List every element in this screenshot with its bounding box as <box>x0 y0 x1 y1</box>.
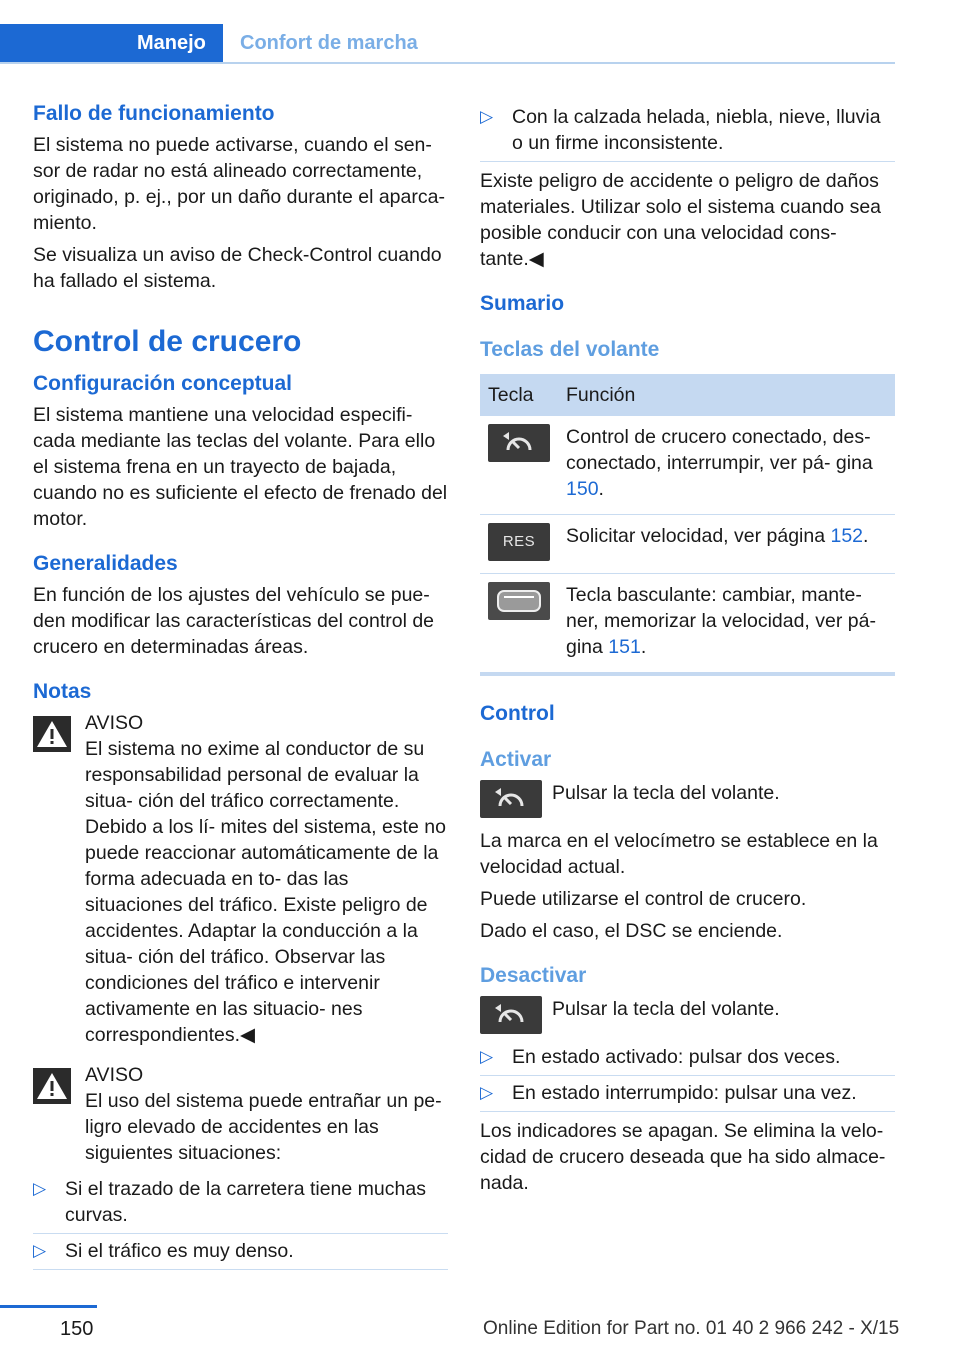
warning-triangle-icon <box>33 1068 71 1104</box>
warning-1-text <box>33 736 448 1048</box>
rocker-switch-key-icon <box>488 582 550 620</box>
left-column <box>33 100 448 1272</box>
list-item-text: En estado activado: pulsar dos veces. <box>512 1046 841 1068</box>
general-paragraph: En función de los ajustes del vehículo se pue- den modificar las características del control de crucero en determinadas áreas. <box>33 584 435 658</box>
table-row <box>480 574 895 675</box>
summary-title: Sumario <box>480 292 565 315</box>
activate-title: Activar <box>480 748 552 771</box>
deactivate-paragraph: Los indicadores se apagan. Se elimina la velo- cidad de crucero deseada que ha sido almace- nada. <box>480 1120 886 1194</box>
right-column <box>480 104 895 1202</box>
row-function-text: Solicitar velocidad, ver página 152. <box>558 515 895 574</box>
list-item <box>480 1080 895 1106</box>
warning-2-text <box>33 1088 448 1166</box>
footer-rule <box>0 1305 97 1308</box>
warning-2-label: AVISO <box>85 1064 144 1086</box>
deactivate-text: Pulsar la tecla del volante. <box>552 998 780 1020</box>
deactivate-instruction <box>480 996 895 1034</box>
activate-paragraph-2: Puede utilizarse el control de crucero. <box>480 888 807 910</box>
fault-paragraph-2: Se visualiza un aviso de Check-Control cuando ha fallado el sistema. <box>33 244 442 292</box>
warning-2-body: El uso del sistema puede entrañar un pe- ligro elevado de accidentes en las siguientes situaciones: <box>85 1090 442 1164</box>
page-title: Control de crucero <box>33 325 302 358</box>
row-function-text: Tecla basculante: cambiar, mante- ner, memorizar la velocidad, ver pá- gina 151. <box>558 574 895 675</box>
page-number: 150 <box>60 1318 94 1340</box>
bullet-triangle-icon: ▷ <box>480 1083 494 1102</box>
tab-manejo[interactable]: Manejo <box>0 24 223 62</box>
warning-1-label: AVISO <box>85 712 144 734</box>
header-bar <box>0 24 895 64</box>
activate-paragraph-3: Dado el caso, el DSC se enciende. <box>480 920 783 942</box>
keys-title: Teclas del volante <box>480 338 660 361</box>
activate-instruction <box>480 780 895 818</box>
edition-note: Online Edition for Part no. 01 40 2 966 242 - X/15 <box>483 1318 900 1339</box>
table-row <box>480 416 895 515</box>
notes-title: Notas <box>33 680 92 703</box>
table-header <box>480 374 895 416</box>
deactivate-title: Desactivar <box>480 964 587 987</box>
cruise-control-key-icon <box>488 424 550 462</box>
list-item-text: Con la calzada helada, niebla, nieve, lluvia o un firme inconsistente. <box>512 106 881 154</box>
activate-paragraph-1: La marca en el velocímetro se establece en la velocidad actual. <box>480 830 878 878</box>
page-link[interactable]: 151 <box>608 636 641 658</box>
activate-text: Pulsar la tecla del volante. <box>552 782 780 804</box>
col-function-header: Función <box>558 374 895 416</box>
list-item <box>480 1044 895 1070</box>
warning-1 <box>33 710 448 1048</box>
res-key-icon: RES <box>488 523 550 561</box>
concept-paragraph: El sistema mantiene una velocidad especifi- cada mediante las teclas del volante. Para ello el sistema frena en un trayecto de bajada, cuando no es suficiente el efecto de frenado del motor. <box>33 404 448 530</box>
row-function-text: Control de crucero conectado, des- conectado, interrumpir, ver pá- gina 150. <box>558 416 895 515</box>
bullet-triangle-icon: ▷ <box>480 107 494 126</box>
list-item <box>33 1238 448 1264</box>
danger-paragraph: Existe peligro de accidente o peligro de daños materiales. Utilizar solo el sistema cuando sea posible conducir con una velocidad cons- tante.◀ <box>480 170 882 270</box>
list-item-text: En estado interrumpido: pulsar una vez. <box>512 1082 857 1104</box>
list-item-text: Si el tráfico es muy denso. <box>65 1240 294 1262</box>
fault-paragraph-1: El sistema no puede activarse, cuando el sen- sor de radar no está alineado correctamente, originado, p. ej., por un daño durante el aparca- miento. <box>33 134 445 234</box>
list-item <box>33 1176 448 1228</box>
fault-title: Fallo de funcionamiento <box>33 102 275 125</box>
warning-1-body: El sistema no exime al conductor de su responsabilidad personal de evaluar la situa- ción del tráfico correctamente. Debido a los lí- mites del sistema, este no puede reaccionar automáticamente de la forma adecuada en to- das las situaciones del tráfico. Existe peligro de accidentes. Adaptar la conducción a la situa- ción del tráfico. Observar las condiciones del tráfico e intervenir activamente en las situacio- nes correspondientes.◀ <box>85 738 446 1046</box>
cruise-control-key-icon <box>480 780 542 818</box>
control-title: Control <box>480 702 555 725</box>
col-key-header: Tecla <box>480 374 558 416</box>
bullet-triangle-icon: ▷ <box>480 1047 494 1066</box>
bullet-triangle-icon: ▷ <box>33 1241 47 1260</box>
bullet-triangle-icon: ▷ <box>33 1179 47 1198</box>
table-row <box>480 515 895 574</box>
tab-confort-de-marcha[interactable]: Confort de marcha <box>240 32 418 54</box>
page-link[interactable]: 150 <box>566 478 599 500</box>
list-item-text: Si el trazado de la carretera tiene muchas curvas. <box>65 1178 426 1226</box>
concept-title: Configuración conceptual <box>33 372 293 395</box>
cruise-control-key-icon <box>480 996 542 1034</box>
warning-triangle-icon <box>33 716 71 752</box>
list-item <box>480 104 895 156</box>
general-title: Generalidades <box>33 552 178 575</box>
page-link[interactable]: 152 <box>830 525 864 547</box>
keys-table <box>480 374 895 676</box>
warning-2 <box>33 1062 448 1166</box>
